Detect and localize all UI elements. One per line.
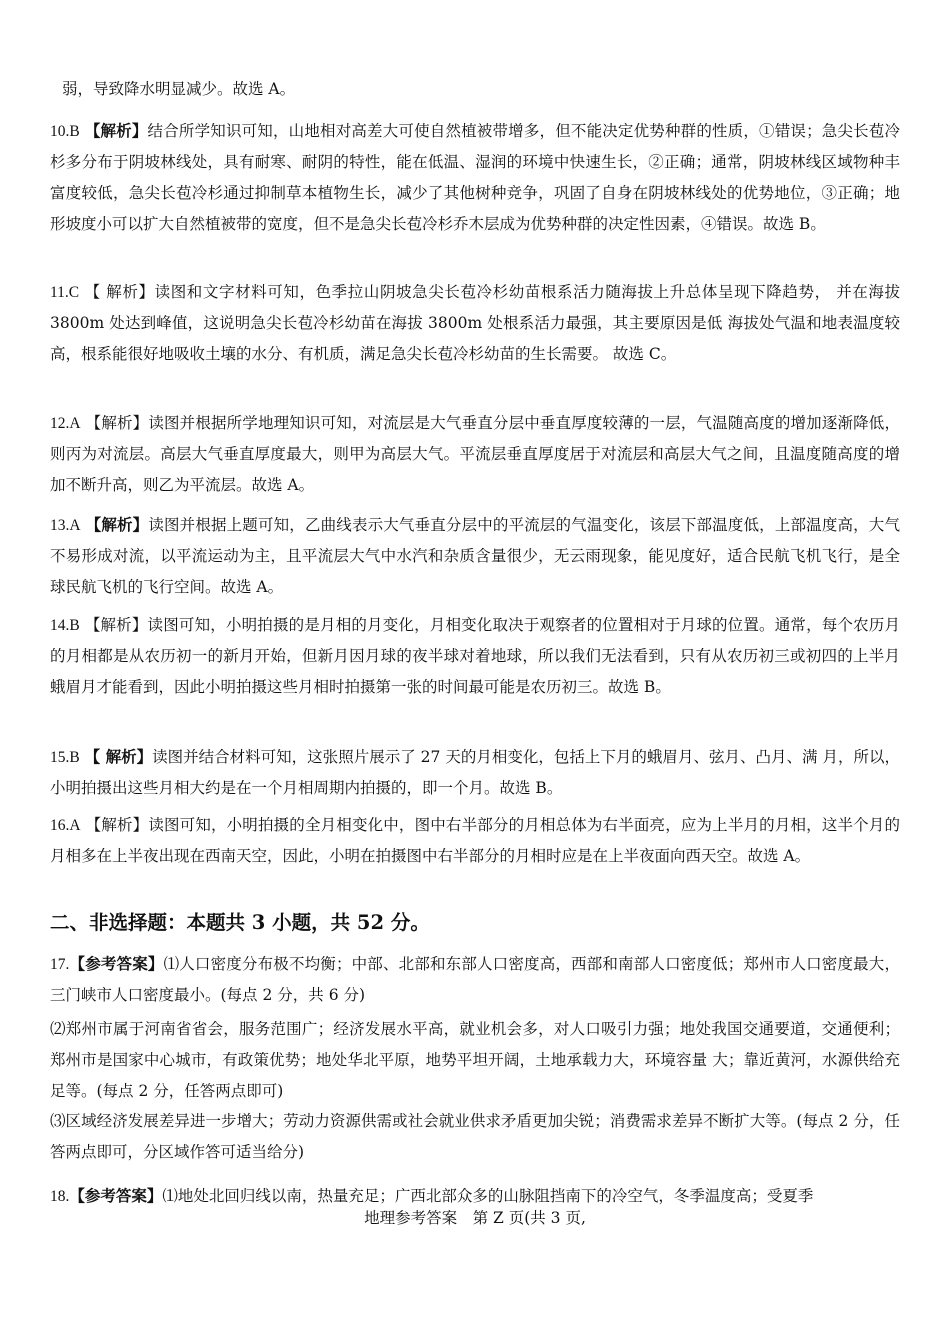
- answer-item-10: [50, 115, 900, 240]
- analysis-text: 读图和文字材料可知，色季拉山阴坡急尖长苞冷杉幼苗根系活力随海拔上升总体呈现下降趋势， 并在海拔 3800m 处达到峰值，这说明急尖长苞冷杉幼苗在海拔 3800m 处根系活力最强，其主要原因是低 海拔处气温和地表温度较高，根系能很好地吸收土壤的水分、有机质，满足急尖长苞冷杉幼苗的生长需要。 故选 C。: [50, 283, 900, 363]
- analysis-text: 读图可知，小明拍摄的全月相变化中，图中右半部分的月相总体为右半面亮，应为上半月的月相，这半个月的月相多在上半夜出现在西南天空，因此，小明在拍摄图中右半部分的月相时应是在上半夜面向西天空。故选 A。: [50, 816, 900, 865]
- analysis-tag: 【解析】: [84, 616, 148, 634]
- analysis-tag: 【解析】: [85, 515, 149, 534]
- answer-17-part-3: [50, 1106, 900, 1168]
- analysis-text: 读图可知，小明拍摄的是月相的月变化，月相变化取决于观察者的位置相对于月球的位置。通常，每个农历月的月相都是从农历初一的新月开始，但新月因月球的夜半球对着地球，所以我们无法看到，只有从农历初三或初四的上半月蛾眉月才能看到，因此小明拍摄这些月相时拍摄第一张的时间最可能是农历初三。故选 B。: [50, 616, 900, 696]
- answer-item-14: [50, 610, 900, 703]
- item-number: 11.C: [50, 284, 80, 301]
- item-number: 16.A: [50, 817, 81, 834]
- analysis-tag: 【解析】: [84, 121, 148, 140]
- answer-text: ⑵郑州市属于河南省省会，服务范围广；经济发展水平高，就业机会多，对人口吸引力强；地处我国交通要道，交通便利；郑州市是国家中心城市，有政策优势；地处华北平原，地势平坦开阔，土地承载力大，环境容量 大；靠近黄河，水源供给充足等。(每点 2 分，任答两点即可): [50, 1020, 900, 1100]
- continuation-text: 弱，导致降水明显减少。故选 A。: [62, 80, 296, 98]
- item-number: 18.: [50, 1188, 70, 1205]
- analysis-text: 读图并根据所学地理知识可知，对流层是大气垂直分层中垂直厚度较薄的一层，气温随高度的增加逐渐降低，则丙为对流层。高层大气垂直厚度最大，则甲为高层大气。平流层垂直厚度居于对流层和高层大气之间，且温度随高度的增加不断升高，则乙为平流层。故选 A。: [50, 414, 900, 494]
- item-number: 14.B: [50, 617, 80, 634]
- answer-text: ⑶区域经济发展差异进一步增大；劳动力资源供需或社会就业供求矛盾更加尖锐；消费需求差异不断扩大等。(每点 2 分，任答两点即可，分区域作答可适当给分): [50, 1112, 900, 1161]
- answer-text: ⑴地处北回归线以南，热量充足；广西北部众多的山脉阻挡南下的冷空气，冬季温度高；受夏季: [162, 1187, 814, 1205]
- section-title: 二、非选择题：本题共 3 小题，共 52 分。: [50, 911, 430, 934]
- analysis-tag: 【 解析】: [84, 283, 155, 301]
- answer-item-13: [50, 509, 900, 603]
- answer-17-part-2: [50, 1014, 900, 1107]
- answer-item-12: [50, 408, 900, 501]
- analysis-tag: 【解析】: [85, 816, 149, 834]
- page-footer: 地理参考答案 第 Z 页(共 3 页,: [364, 1209, 586, 1227]
- analysis-tag: 【解析】: [85, 414, 149, 432]
- answer-text: ⑴人口密度分布极不均衡；中部、北部和东部人口密度高，西部和南部人口密度低；郑州市人口密度最大，三门峡市人口密度最小。(每点 2 分，共 6 分): [50, 955, 900, 1004]
- analysis-text: 读图并根据上题可知，乙曲线表示大气垂直分层中的平流层的气温变化，该层下部温度低，上部温度高，大气不易形成对流，以平流运动为主，且平流层大气中水汽和杂质含量很少，无云雨现象，能见度好，适合民航飞机飞行，是全球民航飞机的飞行空间。故选 A。: [50, 516, 900, 596]
- answer-item-16: [50, 810, 900, 872]
- item-number: 13.A: [50, 517, 81, 534]
- analysis-text: 读图并结合材料可知，这张照片展示了 27 天的月相变化，包括上下月的蛾眉月、弦月、凸月、满 月，所以，小明拍摄出这些月相大约是在一个月相周期内拍摄的，即一个月。故选 B。: [50, 748, 900, 797]
- item-number: 10.B: [50, 123, 80, 140]
- answer-17-part-1: [50, 948, 900, 1011]
- analysis-text: 结合所学知识可知，山地相对高差大可使自然植被带增多，但不能决定优势种群的性质，①错误；急尖长苞冷杉多分布于阴坡林线处，具有耐寒、耐阴的特性，能在低温、湿润的环境中快速生长，②正确；通常，阴坡林线区域物种丰富度较低，急尖长苞冷杉通过抑制草本植物生长，减少了其他树种竞争，巩固了自身在阴坡林线处的优势地位，③正确；地形坡度小可以扩大自然植被带的宽度，但不是急尖长苞冷杉乔木层成为优势种群的决定性因素，④错误。故选 B。: [50, 122, 900, 233]
- analysis-tag: 【 解析】: [84, 747, 153, 766]
- answer-item-15: [50, 741, 900, 804]
- item-number: 17.: [50, 956, 70, 973]
- reference-answer-tag: 【参考答案】: [69, 954, 164, 973]
- reference-answer-tag: 【参考答案】: [69, 1186, 163, 1205]
- answer-item-11: [50, 277, 900, 370]
- item-number: 12.A: [50, 415, 81, 432]
- item-number: 15.B: [50, 749, 80, 766]
